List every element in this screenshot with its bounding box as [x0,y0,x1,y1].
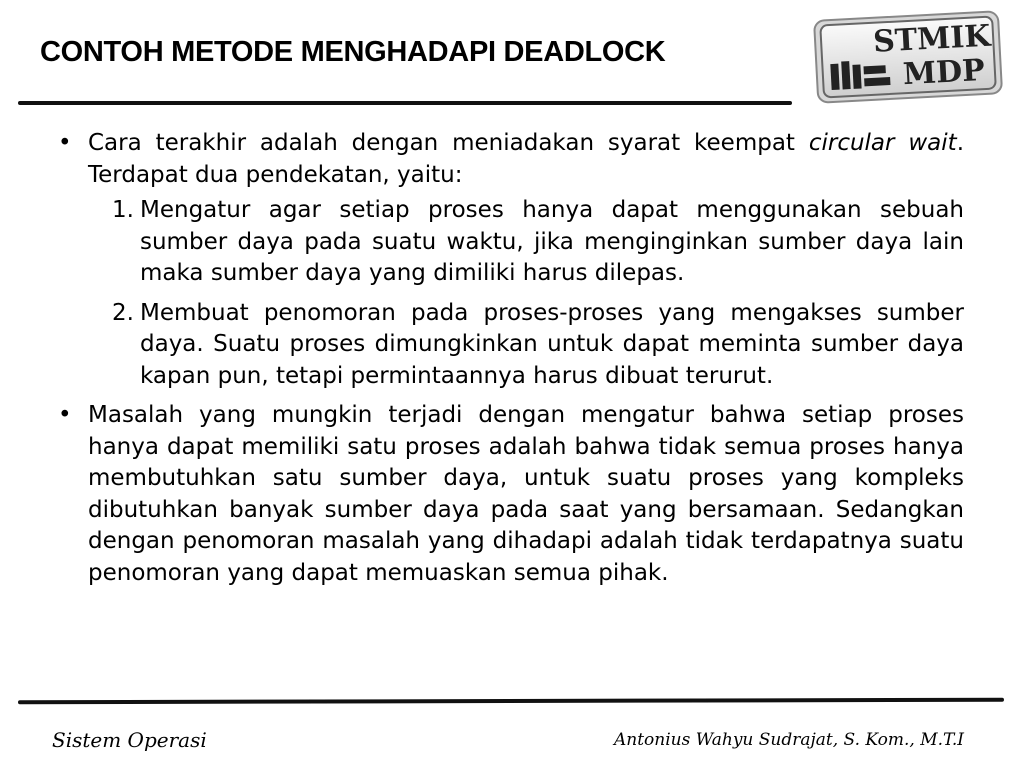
bullet-dot: • [58,130,72,156]
numbered-list [58,195,964,392]
logo-text-stmik: STMIK [872,18,992,60]
logo-text-mdp: MDP [902,53,986,93]
bullet-text-end: . Terdapat dua pendekatan, yaitu: [88,130,964,188]
footer-divider [18,698,1004,705]
numbered-item [58,298,964,393]
item-text: Mengatur agar setiap proses hanya dapat menggunakan sebuah sumber daya pada suatu waktu, jika menginginkan sumber daya lain maka sumber daya yang dimiliki harus dilepas. [140,197,964,286]
bullet-item [58,128,964,191]
item-number: 1. [112,197,134,223]
item-text: Membuat penomoran pada proses-proses yang mengakses sumber daya. Suatu proses dimungkinkan untuk dapat meminta sumber daya kapan pun, tetapi permintaannya harus dibuat terurut. [140,299,964,389]
footer-author: Antonius Wahyu Sudrajat, S. Kom., M.T.I [613,730,964,750]
bullet-emphasis: circular wait [808,130,957,156]
bullet-text: Masalah yang mungkin terjadi dengan mengatur bahwa setiap proses hanya dapat memiliki satu proses adalah bahwa tidak semua proses hanya membutuhkan satu sumber daya, untuk suatu proses yang kompleks dibutuhkan banyak sumber daya pada saat yang bersamaan. Sedangkan dengan penomoran masalah yang dihadapi adalah tidak terdapatnya suatu penomoran yang dapat memuaskan semua pihak. [88,402,964,586]
stmik-mdp-logo [810,8,1006,104]
slide-title: CONTOH METODE MENGHADAPI DEADLOCK [40,36,666,68]
footer-course: Sistem Operasi [52,728,207,752]
bullet-dot: • [58,402,72,428]
bullet-text: Cara terakhir adalah dengan meniadakan syarat keempat [88,130,809,156]
item-number: 2. [112,299,134,326]
numbered-item [58,195,964,290]
bullet-item [58,400,964,589]
slide-body [58,128,964,593]
title-underline [18,101,792,105]
